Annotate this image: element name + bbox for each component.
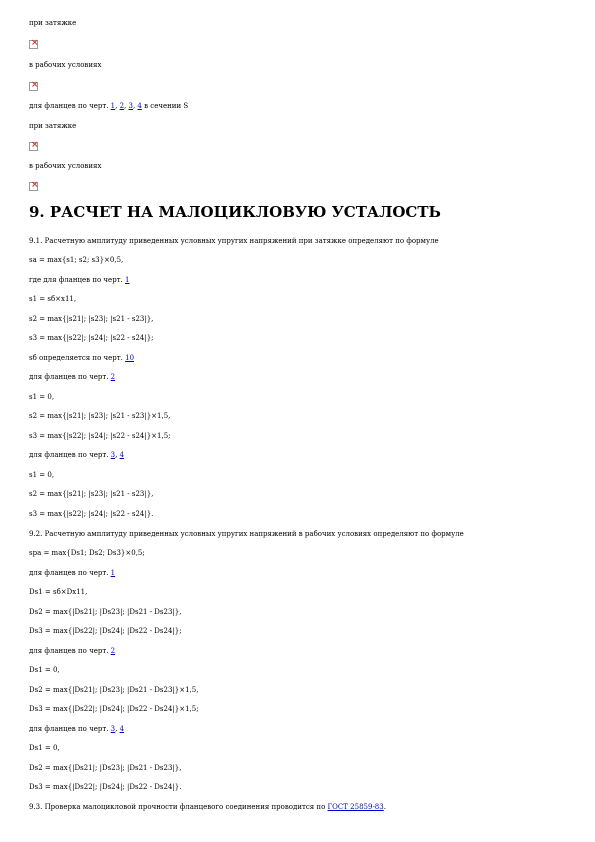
text: 9.3. Проверка малоцикловой прочности фланцевого соединения проводится по bbox=[29, 803, 328, 811]
link-chart-2[interactable]: 2 bbox=[110, 647, 116, 655]
formula: s3 = max{|s22|; |s24|; |s22 - s24|}; bbox=[29, 334, 154, 342]
formula: Ds2 = max{|Ds21|; |Ds23|; |Ds21 - Ds23|}, bbox=[29, 764, 182, 772]
formula: Ds3 = max{|Ds22|; |Ds24|; |Ds22 - Ds24|}. bbox=[29, 783, 182, 791]
separator: , bbox=[124, 102, 129, 110]
text-line: в рабочих условиях bbox=[29, 162, 102, 170]
text: sб определяется по черт. bbox=[29, 354, 126, 362]
link-chart-4[interactable]: 4 bbox=[119, 725, 125, 733]
text: для фланцев по черт. bbox=[29, 725, 111, 733]
link-chart-1[interactable]: 1 bbox=[110, 102, 116, 110]
formula: s3 = max{|s22|; |s24|; |s22 - s24|}×1,5; bbox=[29, 432, 171, 440]
broken-image-icon bbox=[29, 40, 38, 49]
text-line: при затяжке bbox=[29, 122, 77, 130]
paragraph: 9.2. Расчетную амплитуду приведенных условных упругих напряжений в рабочих условиях определяют по формуле bbox=[29, 530, 464, 538]
text: для фланцев по черт. bbox=[29, 569, 111, 577]
text: для фланцев по черт. bbox=[29, 102, 111, 110]
formula: s2 = max{|s21|; |s23|; |s21 - s23|}×1,5, bbox=[29, 412, 171, 420]
separator: , bbox=[115, 725, 120, 733]
link-chart-2[interactable]: 2 bbox=[110, 373, 116, 381]
link-chart-3[interactable]: 3 bbox=[110, 725, 116, 733]
text: для фланцев по черт. bbox=[29, 647, 111, 655]
link-chart-4[interactable]: 4 bbox=[137, 102, 142, 110]
formula: Ds3 = max{|Ds22|; |Ds24|; |Ds22 - Ds24|}×1,5; bbox=[29, 705, 199, 713]
formula: Ds2 = max{|Ds21|; |Ds23|; |Ds21 - Ds23|}, bbox=[29, 608, 182, 616]
formula: Ds2 = max{|Ds21|; |Ds23|; |Ds21 - Ds23|}×1,5, bbox=[29, 686, 199, 694]
text-line bbox=[29, 102, 188, 111]
section-heading: 9. РАСЧЕТ НА МАЛОЦИКЛОВУЮ УСТАЛОСТЬ bbox=[29, 203, 441, 221]
broken-image-icon bbox=[29, 182, 38, 191]
link-chart-2[interactable]: 2 bbox=[119, 102, 125, 110]
formula: s2 = max{|s21|; |s23|; |s21 - s23|}, bbox=[29, 490, 154, 498]
separator: , bbox=[115, 102, 120, 110]
formula: Ds1 = sб×Dx11, bbox=[29, 588, 88, 596]
formula: s3 = max{|s22|; |s24|; |s22 - s24|}. bbox=[29, 510, 154, 518]
formula: s2 = max{|s21|; |s23|; |s21 - s23|}, bbox=[29, 315, 154, 323]
text-line bbox=[29, 354, 134, 363]
text: . bbox=[383, 803, 386, 811]
formula: s1 = 0, bbox=[29, 471, 55, 479]
text-line bbox=[29, 569, 115, 578]
text-line bbox=[29, 276, 129, 285]
formula: sa = max{s1; s2; s3}×0,5, bbox=[29, 256, 124, 264]
text-line bbox=[29, 647, 115, 656]
formula: Ds3 = max{|Ds22|; |Ds24|; |Ds22 - Ds24|}; bbox=[29, 627, 182, 635]
formula: Ds1 = 0, bbox=[29, 744, 60, 752]
link-gost-25859-83[interactable]: ГОСТ 25859-83 bbox=[327, 803, 384, 811]
text: где для фланцев по черт. bbox=[29, 276, 125, 284]
text: для фланцев по черт. bbox=[29, 451, 111, 459]
link-chart-4[interactable]: 4 bbox=[119, 451, 125, 459]
link-chart-3[interactable]: 3 bbox=[110, 451, 116, 459]
text: в сечении S bbox=[141, 102, 189, 110]
formula: spa = max{Ds1; Ds2; Ds3}×0,5; bbox=[29, 549, 145, 557]
separator: , bbox=[115, 451, 120, 459]
text-line: при затяжке bbox=[29, 19, 77, 27]
paragraph: 9.1. Расчетную амплитуду приведенных условных упругих напряжений при затяжке определяют по формуле bbox=[29, 237, 439, 245]
text-line: в рабочих условиях bbox=[29, 61, 102, 69]
text-line bbox=[29, 725, 124, 734]
broken-image-icon bbox=[29, 142, 38, 151]
paragraph bbox=[29, 803, 386, 812]
separator: , bbox=[132, 102, 138, 110]
text-line bbox=[29, 451, 124, 460]
formula: Ds1 = 0, bbox=[29, 666, 60, 674]
formula: s1 = 0, bbox=[29, 393, 55, 401]
link-chart-10[interactable]: 10 bbox=[125, 354, 135, 362]
formula: s1 = sб×x11, bbox=[29, 295, 77, 303]
broken-image-icon bbox=[29, 82, 38, 91]
link-chart-3[interactable]: 3 bbox=[128, 102, 133, 110]
text: для фланцев по черт. bbox=[29, 373, 111, 381]
link-chart-1[interactable]: 1 bbox=[110, 569, 116, 577]
text-line bbox=[29, 373, 115, 382]
link-chart-1[interactable]: 1 bbox=[125, 276, 130, 284]
